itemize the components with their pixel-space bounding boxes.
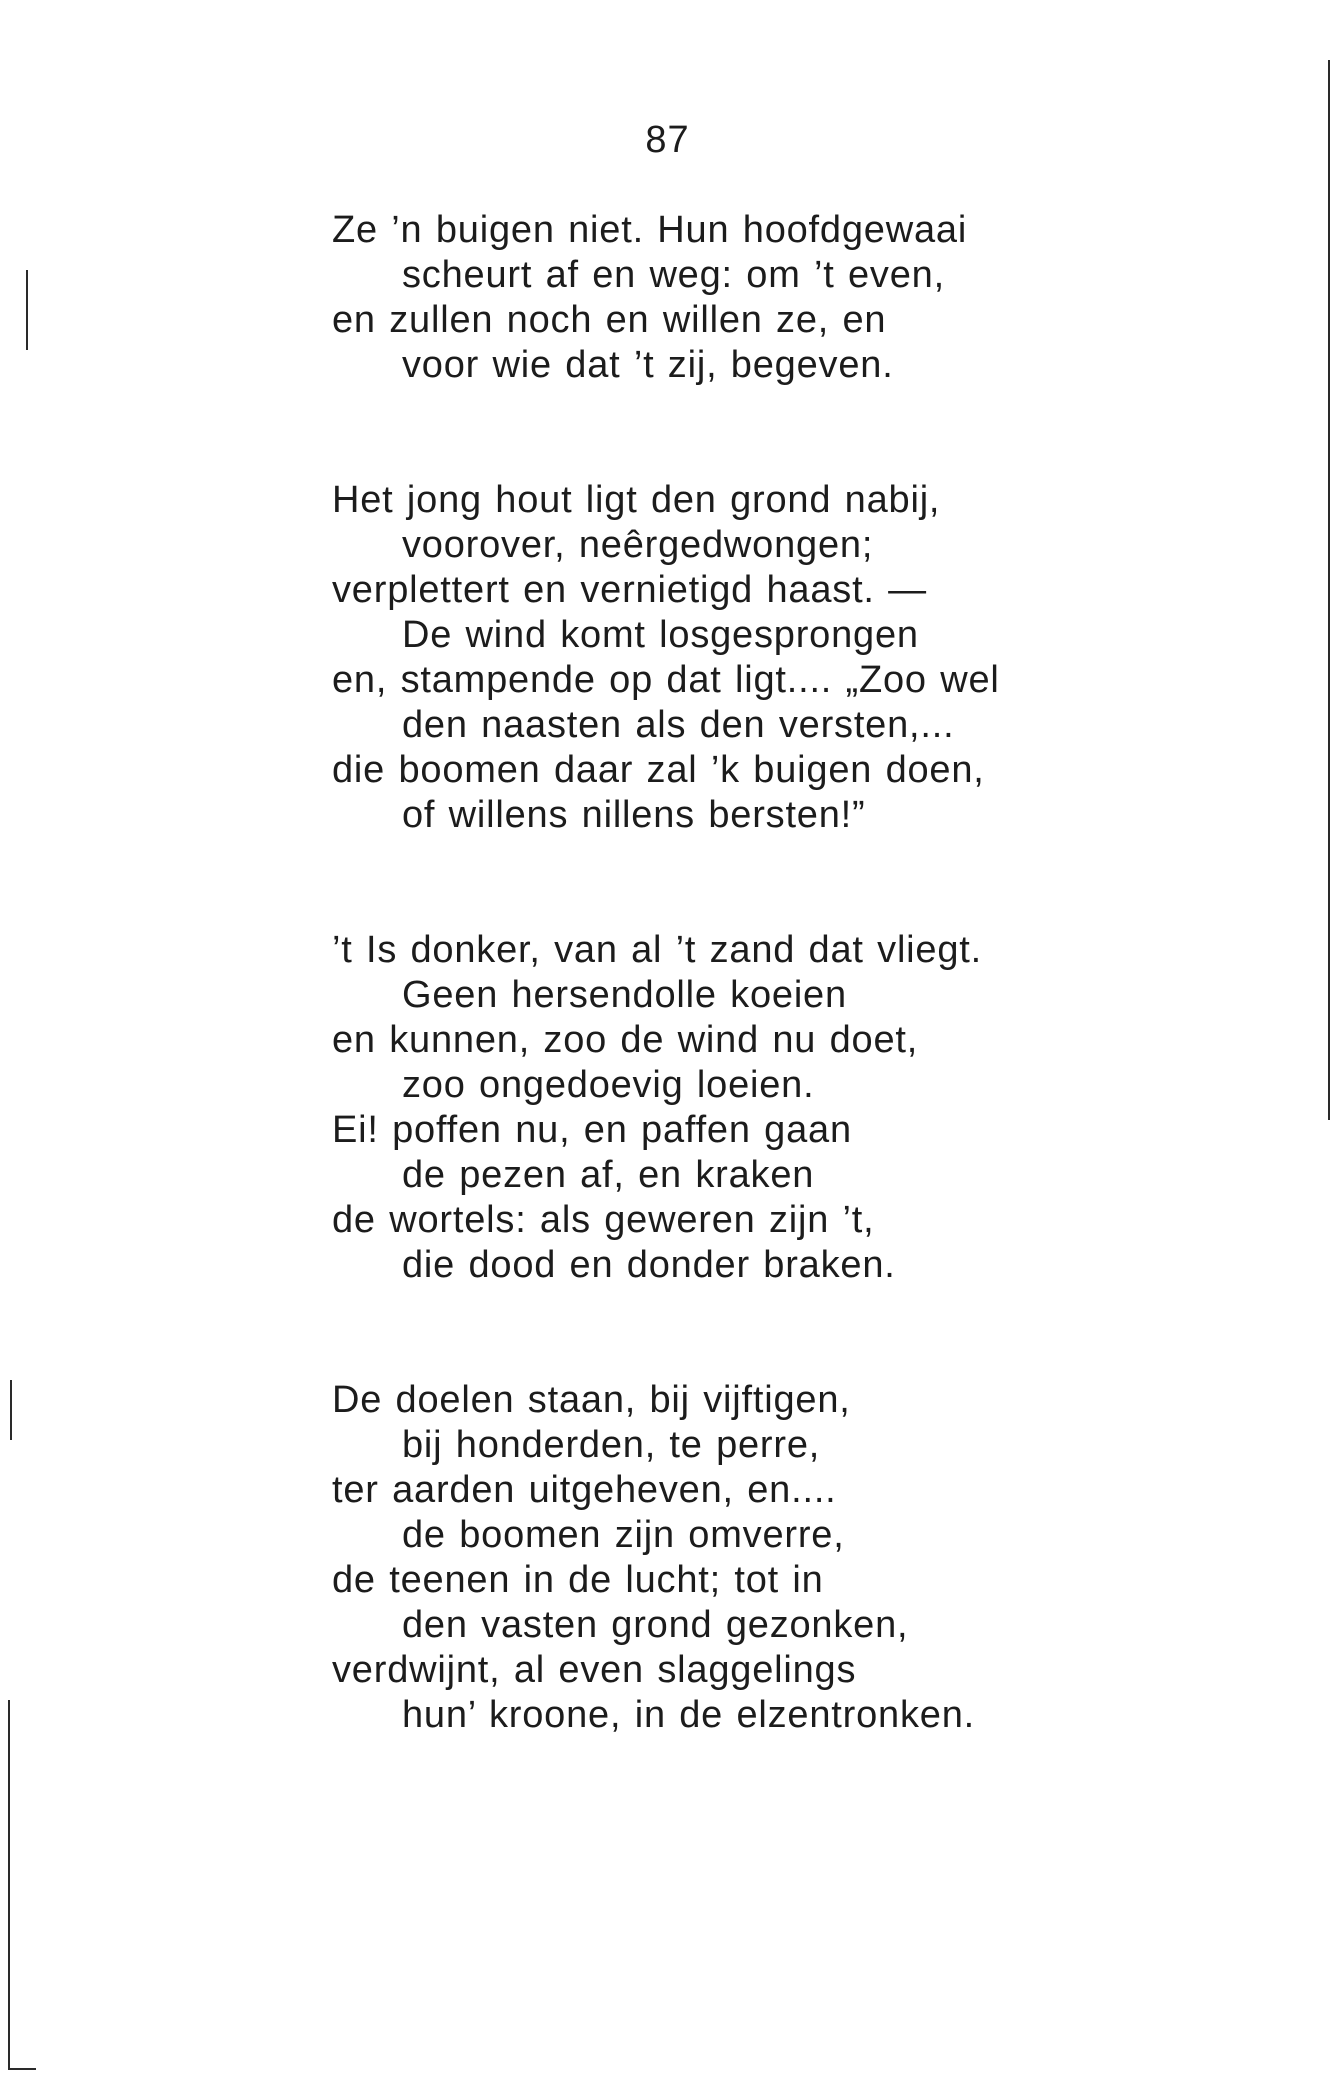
poem-line: de teenen in de lucht; tot in	[332, 1559, 824, 1601]
poem-line: of willens nillens bersten!”	[402, 794, 866, 836]
poem-line: de wortels: als geweren zijn ’t,	[332, 1199, 875, 1241]
poem-line: Ei! poffen nu, en paffen gaan	[332, 1109, 852, 1151]
poem-line: die boomen daar zal ’k buigen doen,	[332, 749, 985, 791]
poem	[332, 208, 1232, 1738]
poem-line: en, stampende op dat ligt.... „Zoo wel	[332, 659, 1000, 701]
poem-line: Ze ’n buigen niet. Hun hoofdgewaai	[332, 209, 968, 251]
poem-line: den vasten grond gezonken,	[402, 1604, 909, 1646]
poem-line: ter aarden uitgeheven, en....	[332, 1469, 837, 1511]
poem-line: Geen hersendolle koeien	[402, 974, 847, 1016]
poem-line: verplettert en vernietigd haast. —	[332, 569, 927, 611]
poem-line: De wind komt losgesprongen	[402, 614, 919, 656]
stanza-3	[332, 928, 1232, 1288]
scan-edge-mark	[8, 1700, 10, 2070]
poem-line: zoo ongedoevig loeien.	[402, 1064, 815, 1106]
poem-line: voorover, neêrgedwongen;	[402, 524, 874, 566]
poem-line: die dood en donder braken.	[402, 1244, 896, 1286]
scan-edge-mark	[1328, 60, 1330, 1120]
poem-line: voor wie dat ’t zij, begeven.	[402, 344, 894, 386]
poem-line: den naasten als den versten,...	[402, 704, 955, 746]
stanza-2	[332, 478, 1232, 838]
scan-edge-mark	[26, 270, 28, 350]
poem-line: de boomen zijn omverre,	[402, 1514, 845, 1556]
poem-line: de pezen af, en kraken	[402, 1154, 815, 1196]
stanza-1	[332, 208, 1232, 388]
page-number: 87	[645, 119, 690, 161]
poem-line: verdwijnt, al even slaggelings	[332, 1649, 857, 1691]
scan-edge-mark	[8, 2068, 36, 2070]
poem-line: en kunnen, zoo de wind nu doet,	[332, 1019, 919, 1061]
poem-line: Het jong hout ligt den grond nabij,	[332, 479, 941, 521]
stanza-4	[332, 1378, 1232, 1738]
poem-line: bij honderden, te perre,	[402, 1424, 821, 1466]
scan-edge-mark	[10, 1380, 12, 1440]
poem-line: ’t Is donker, van al ’t zand dat vliegt.	[332, 929, 983, 971]
poem-line: scheurt af en weg: om ’t even,	[402, 254, 945, 296]
poem-line: hun’ kroone, in de elzentronken.	[402, 1694, 976, 1736]
poem-line: en zullen noch en willen ze, en	[332, 299, 887, 341]
poem-line: De doelen staan, bij vijftigen,	[332, 1379, 851, 1421]
